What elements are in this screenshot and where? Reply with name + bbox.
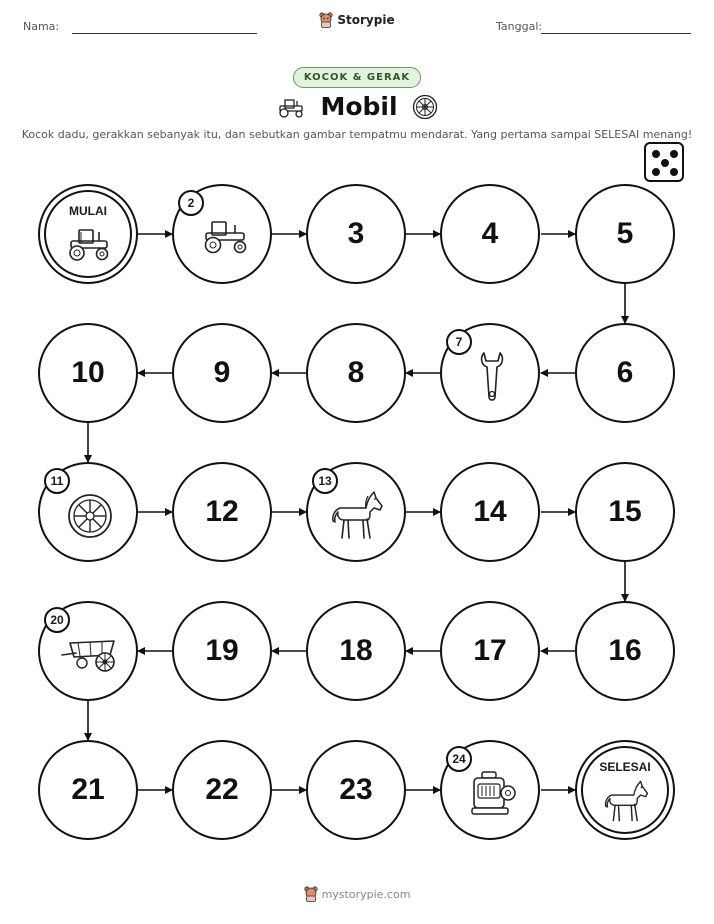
space-16[interactable]	[575, 601, 675, 701]
tractor-icon	[202, 219, 250, 255]
space-number: 20	[44, 607, 70, 633]
cart-icon	[60, 635, 122, 675]
space-number: 10	[71, 356, 105, 389]
category-badge: KOCOK & GERAK	[293, 67, 421, 88]
wagon-wheel-icon	[67, 493, 113, 539]
space-number: 3	[347, 217, 365, 250]
tractor-icon	[65, 226, 113, 262]
space-12[interactable]	[172, 462, 272, 562]
space-22[interactable]	[172, 740, 272, 840]
date-label: Tanggal:	[496, 20, 543, 33]
space-21[interactable]	[38, 740, 138, 840]
space-number: 15	[608, 495, 642, 528]
brand-name: Storypie	[337, 13, 395, 27]
space-6[interactable]	[575, 323, 675, 423]
space-20[interactable]	[38, 601, 138, 701]
space-number: 14	[473, 495, 507, 528]
footer	[0, 886, 714, 907]
horse-icon	[603, 778, 651, 824]
start-space[interactable]	[38, 184, 138, 284]
space-4[interactable]	[440, 184, 540, 284]
space-number: 24	[446, 746, 472, 772]
space-number: 4	[481, 217, 499, 250]
space-number: 19	[205, 634, 239, 667]
space-3[interactable]	[306, 184, 406, 284]
start-label: MULAI	[69, 204, 107, 218]
space-5[interactable]	[575, 184, 675, 284]
space-number: 6	[616, 356, 634, 389]
tractor-title-icon	[276, 96, 306, 118]
space-19[interactable]	[172, 601, 272, 701]
space-number: 8	[347, 356, 365, 389]
space-15[interactable]	[575, 462, 675, 562]
page-title: Mobil	[320, 92, 398, 121]
space-number: 22	[205, 773, 239, 806]
space-13[interactable]	[306, 462, 406, 562]
space-24[interactable]	[440, 740, 540, 840]
dice-icon	[644, 142, 684, 182]
space-14[interactable]	[440, 462, 540, 562]
space-number: 2	[178, 190, 204, 216]
wheel-title-icon	[412, 94, 438, 120]
bear-logo-icon	[319, 12, 333, 28]
space-9[interactable]	[172, 323, 272, 423]
bear-logo-icon	[304, 886, 318, 902]
brand	[0, 12, 714, 33]
space-number: 12	[205, 495, 239, 528]
space-number: 13	[312, 468, 338, 494]
wrench-icon	[478, 349, 506, 403]
finish-space[interactable]	[575, 740, 675, 840]
footer-url[interactable]: mystorypie.com	[321, 887, 411, 901]
instructions: Kocok dadu, gerakkan sebanyak itu, dan sebutkan gambar tempatmu mendarat. Yang pertama sampai SELESAI menang!	[21, 128, 693, 141]
finish-label: SELESAI	[599, 760, 651, 774]
space-number: 21	[71, 773, 105, 806]
name-label: Nama:	[23, 20, 60, 33]
date-line[interactable]	[541, 33, 691, 34]
engine-icon	[468, 770, 518, 820]
space-8[interactable]	[306, 323, 406, 423]
space-2[interactable]	[172, 184, 272, 284]
space-number: 23	[339, 773, 373, 806]
space-11[interactable]	[38, 462, 138, 562]
space-10[interactable]	[38, 323, 138, 423]
space-7[interactable]	[440, 323, 540, 423]
space-number: 7	[446, 329, 472, 355]
horse-icon	[330, 488, 386, 542]
space-18[interactable]	[306, 601, 406, 701]
name-line[interactable]	[72, 33, 257, 34]
space-23[interactable]	[306, 740, 406, 840]
space-number: 16	[608, 634, 642, 667]
space-number: 11	[44, 468, 70, 494]
space-number: 18	[339, 634, 373, 667]
space-17[interactable]	[440, 601, 540, 701]
space-number: 17	[473, 634, 507, 667]
space-number: 5	[616, 217, 634, 250]
space-number: 9	[213, 356, 231, 389]
